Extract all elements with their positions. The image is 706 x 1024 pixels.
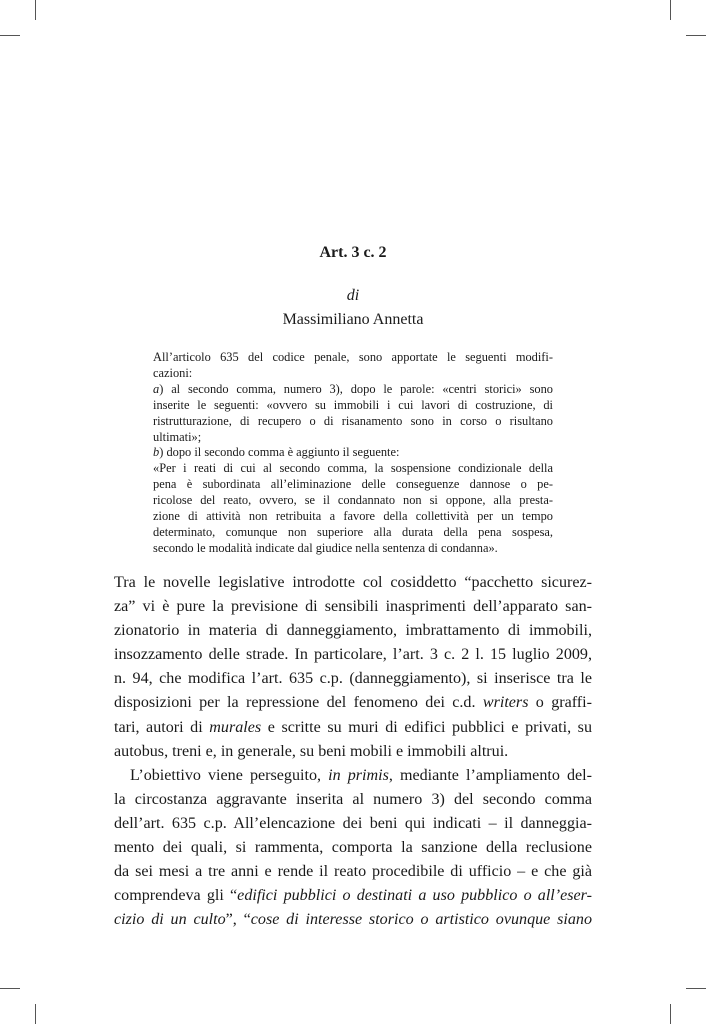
crop-mark xyxy=(35,0,36,20)
paragraph-line: cizio di un culto”, “cose di interesse storico o artistico ovunque siano xyxy=(114,911,592,929)
quote-line: pena è subordinata all’eliminazione delle conseguenze dannose o pe- xyxy=(153,477,553,492)
crop-mark xyxy=(35,1004,36,1024)
paragraph-line: n. 94, che modifica l’art. 635 c.p. (danneggiamento), si inserisce tra le xyxy=(114,670,592,688)
article-title: Art. 3 c. 2 xyxy=(319,244,387,261)
quote-line: «Per i reati di cui al secondo comma, la sospensione condizionale della xyxy=(153,461,553,476)
author-by: di xyxy=(346,287,360,304)
paragraph-line: insozzamento delle strade. In particolare, l’art. 3 c. 2 l. 15 luglio 2009, xyxy=(114,646,592,664)
italic-term: writers xyxy=(482,694,529,712)
paragraph-line: da sei mesi a tre anni e rende il reato procedibile di ufficio – e che già xyxy=(114,863,592,881)
paragraph-line: L’obiettivo viene perseguito, in primis, mediante l’ampliamento del- xyxy=(130,766,592,784)
crop-mark xyxy=(0,35,20,36)
paragraph-line: Tra le novelle legislative introdotte col cosiddetto “pacchetto sicurez- xyxy=(114,574,592,591)
paragraph-line: mento dei quali, si rammenta, comporta la sanzione della reclusione xyxy=(114,839,592,857)
quote-line: a) al secondo comma, numero 3), dopo le parole: «centri storici» sono xyxy=(153,381,553,396)
body-text xyxy=(114,571,592,932)
quote-line: ricolose del reato, ovvero, se il condannato non si oppone, alla presta- xyxy=(153,493,553,508)
italic-term: in primis xyxy=(328,766,389,784)
crop-mark xyxy=(686,988,706,989)
paragraph-line: zionatorio in materia di danneggiamento, imbrattamento di immobili, xyxy=(114,622,592,640)
paragraph-line: disposizioni per la repressione del fenomeno dei c.d. writers o graffi- xyxy=(114,694,592,712)
quote-line: inserite le seguenti: «ovvero su immobili i cui lavori di costruzione, di xyxy=(153,397,553,412)
quote-line: zione di attività non retribuita a favore della collettività per un tempo xyxy=(153,509,553,524)
crop-mark xyxy=(670,1004,671,1024)
paragraph-line: tari, autori di murales e scritte su muri di edifici pubblici e privati, su xyxy=(114,718,592,736)
quote-line: ultimati»; xyxy=(153,429,202,444)
quote-line: b) dopo il secondo comma è aggiunto il seguente: xyxy=(153,445,400,460)
quote-line: determinato, comunque non superiore alla durata della pena sospesa, xyxy=(153,524,553,539)
paragraph-line: autobus, treni e, in generale, su beni mobili e immobili altrui. xyxy=(114,742,509,760)
italic-quote: cose di interesse storico o artistico ovunque siano xyxy=(250,911,592,929)
crop-mark xyxy=(0,988,20,989)
quote-line: cazioni: xyxy=(153,365,193,380)
paragraph-line: comprendeva gli “edifici pubblici o destinati a uso pubblico o all’eser- xyxy=(114,887,592,905)
paragraph-line: la circostanza aggravante inserita al numero 3) del secondo comma xyxy=(114,790,592,808)
quote-line: ristrutturazione, di recupero o di risanamento sono in corso o risultano xyxy=(153,413,553,428)
author-name: Massimiliano Annetta xyxy=(282,311,424,328)
paragraph-line: za” vi è pure la previsione di sensibili inasprimenti dell’apparato san- xyxy=(114,598,592,616)
paragraph-line: dell’art. 635 c.p. All’elencazione dei beni qui indicati – il danneggia- xyxy=(114,814,592,832)
list-marker: b xyxy=(153,445,160,460)
law-quote-block xyxy=(153,350,553,557)
quote-line: secondo le modalità indicate dal giudice nella sentenza di condanna». xyxy=(153,540,498,555)
italic-term: murales xyxy=(209,718,262,736)
crop-mark xyxy=(686,35,706,36)
italic-quote: edifici pubblici o destinati a uso pubblico o all’eser- xyxy=(237,887,592,905)
crop-mark xyxy=(670,0,671,20)
italic-quote: cizio di un culto xyxy=(114,911,226,929)
quote-line: All’articolo 635 del codice penale, sono apportate le seguenti modifi- xyxy=(153,350,553,364)
list-marker: a xyxy=(153,381,160,396)
